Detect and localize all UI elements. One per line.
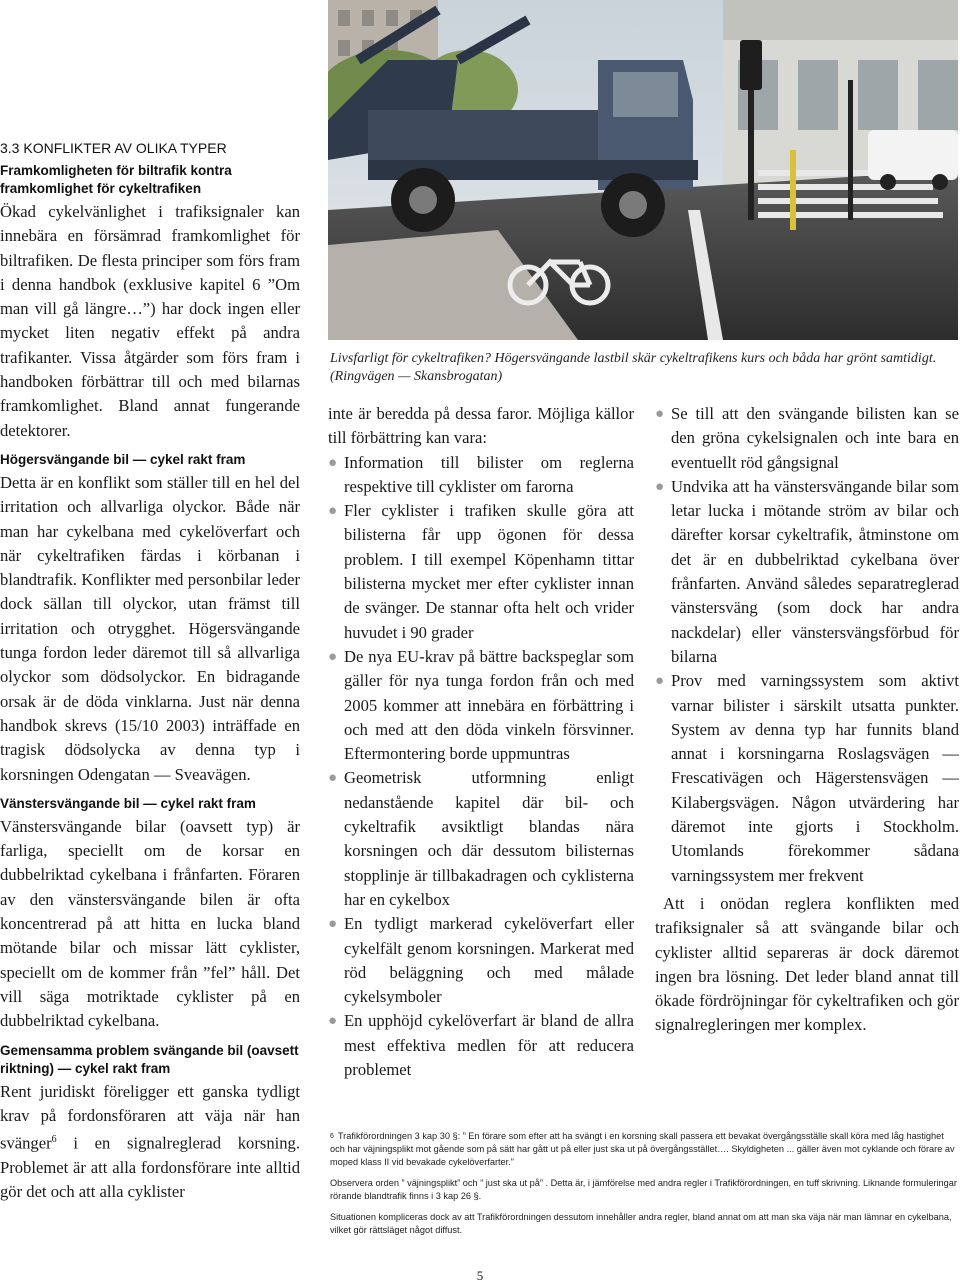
subheading-hogersvang: Högersvängande bil — cykel rakt fram	[0, 451, 246, 467]
improvement-list-continued	[655, 402, 959, 888]
list-item	[655, 475, 959, 669]
bullet-icon: ●	[655, 673, 665, 690]
photo-caption: Livsfarligt för cykeltrafiken? Högersvängande lastbil skär cykeltrafikens kurs och båda har grönt samtidigt. (Ringvägen — Skansbrogatan)	[330, 351, 937, 384]
paragraph-gemensamma	[0, 1080, 300, 1205]
left-column	[0, 138, 300, 1205]
list-item-text: En upphöjd cykelöverfart är bland de allra mest effektiva medlen för att reducera problemet	[344, 1011, 634, 1080]
footnotes	[330, 1130, 958, 1245]
list-item-text: Prov med varningssystem som aktivt varnar bilister i särskilt utsatta punkter. System av denna typ har funnits bland annat i korsningarna Roslagsvägen — Frescativägen och Hägerstensvägen — Kilabergsvägen. Någon utvärdering har däremot inte gjorts i Stockholm. Utomlands förekommer sådana varningssystem mer frekvent	[671, 671, 959, 885]
list-item	[328, 1009, 634, 1082]
bullet-icon: ●	[328, 648, 338, 665]
page-number: 5	[476, 1268, 484, 1283]
bullet-icon: ●	[655, 406, 665, 422]
paragraph-framkomlighet: Ökad cykelvänlighet i trafiksignaler kan innebära en försämrad framkomlighet för biltrafiken. De flesta principer som förs fram i denna handbok (exklusive kapitel 6 ”Om man vill gå längre…”) har dock ingen eller mycket liten negativ effekt på andra trafikanter. Vissa åtgärder som förs fram i handboken förbättrar till och med bilarnas framkomlighet. Bland annat fungerande detektorer.	[0, 202, 300, 440]
list-item	[328, 499, 634, 645]
footnote-note-observe: Observera orden ” väjningsplikt” och ” just ska ut på” . Detta är, i jämförelse med andra regler i Trafikförordningen, en tuff skrivning. Liknande formuleringar rörande blandtrafik finns i 3 kap 26 §.	[330, 1178, 957, 1201]
paragraph-gemensamma-part-2: i en signalreglerad korsning. Problemet är att alla fordonsförare inte alltid gör det och att alla cyklister	[0, 1133, 300, 1202]
footnote-ref[interactable]: 6	[51, 1134, 57, 1146]
list-item	[655, 669, 959, 888]
list-item	[328, 912, 634, 1009]
section-title: 3.3 KONFLIKTER AV OLIKA TYPER	[0, 140, 227, 156]
bullet-icon: ●	[328, 916, 338, 933]
footnote-6-text: Trafikförordningen 3 kap 30 §: ” En förare som efter att ha svängt i en korsning skall passera ett bevakat övergångsställe skall köra med låg hastighet och har väjningsplikt mot gående som på sätt har gått ut på eller just ska ut på övergångsstället…. Skyldigheten ... gäller även mot cyklande och förare av moped klass II vid bevakade cykelöverfarter.”	[330, 1131, 955, 1167]
paragraph-closing: Att i onödan reglera konflikten med trafiksignaler så att svängande bilar och cyklister alltid separeras är dock däremot ingen bra lösning. Det leder bland annat till ökade fördröjningar för cykeltrafiken och gör signalregleringen mer komplex.	[655, 893, 959, 1035]
subheading-vanstersvang: Vänstersvängande bil — cykel rakt fram	[0, 795, 256, 811]
list-item-text: Se till att den svängande bilisten kan se den gröna cykelsignalen och inte bara en eventuellt röd gångsignal	[671, 404, 959, 472]
bullet-icon: ●	[328, 503, 338, 520]
subheading-framkomlighet: Framkomligheten för biltrafik kontra framkomlighet för cykeltrafiken	[0, 163, 232, 196]
bullet-icon: ●	[328, 454, 338, 471]
paragraph-intro: inte är beredda på dessa faror. Möjliga källor till förbättring kan vara:	[328, 404, 634, 448]
middle-column	[328, 402, 634, 1082]
paragraph-gemensamma-part-1: Rent juridiskt föreligger ett ganska tydligt krav på fordonsföraren att väja när han svänger	[0, 1081, 300, 1153]
photo-truck-bike-lane	[328, 0, 958, 340]
paragraph-hogersvang: Detta är en konflikt som ställer till en hel del irritation och allvarliga olyckor. Både när man har cykelbana med cykelöverfart och när cykeltrafiken färdas i körbanan i blandtrafik. Konflikter med personbilar leder dock sällan till olyckor, utan främst till irritation och otrygghet. Högersvängande tunga fordon leder däremot till så allvarliga olyckor som dödsolyckor. En bidragande orsak är de döda vinklarna. Just när denna handbok skrevs (15/10 2003) inträffade en tragisk dödsolycka av denna typ i korsningen Odengatan — Sveavägen.	[0, 472, 300, 784]
right-column	[655, 402, 959, 1038]
subheading-gemensamma: Gemensamma problem svängande bil (oavsett riktning) — cykel rakt fram	[0, 1042, 299, 1076]
photo-illustration	[328, 0, 958, 340]
footnote-number: 6	[330, 1133, 334, 1140]
improvement-list	[328, 451, 634, 1083]
list-item-text: Geometrisk utformning enligt nedanstående kapitel där bil- och cykeltrafik avsiktligt blandas nära korsningen och där dessutom bilisternas stopplinje är tillbakadragen och cyklisterna har en cykelbox	[344, 768, 634, 909]
list-item	[328, 766, 634, 912]
list-item	[328, 451, 634, 500]
list-item-text: Fler cyklister i trafiken skulle göra att bilisterna får upp ögonen för dessa problem. I till exempel Köpenhamn tittar bilisterna mycket mer efter cyklister innan de svänger. De stannar ofta helt och vrider huvudet i 90 grader	[344, 501, 634, 642]
bullet-icon: ●	[328, 1013, 338, 1030]
list-item-text: En tydligt markerad cykelöverfart eller cykelfält genom korsningen. Markerat med röd beläggning och med målade cykelsymboler	[344, 914, 634, 1007]
bullet-icon: ●	[328, 770, 338, 787]
paragraph-vanstersvang: Vänstersvängande bilar (oavsett typ) är farliga, speciellt om de korsar en dubbelriktad cykelbana i frånfarten. Föraren av den vänstersvängande bilen är ofta koncentrerad på att hitta en lucka bland mötande bilar och missar lätt cyklister, speciellt om de kommer från ”fel” håll. Det vill säga motriktade cyklister på en dubbelriktad cykelbana.	[0, 816, 300, 1031]
bullet-icon: ●	[655, 478, 665, 495]
list-item	[328, 645, 634, 766]
list-item-text: Information till bilister om reglerna respektive till cyklister om farorna	[344, 452, 634, 496]
list-item	[655, 402, 959, 475]
list-item-text: Undvika att ha vänstersvängande bilar som letar lucka i mötande ström av bilar och därefter korsar cykeltrafik, åtminstone om det är en dubbelriktad cykelbana över frånfarten. Använd således separatreglerad vänstersväng (som dock har andra nackdelar) eller vänstersvängsförbud för bilarna	[671, 476, 959, 666]
footnote-6	[330, 1130, 958, 1169]
list-item-text: De nya EU-krav på bättre backspeglar som gäller för nya tunga fordon från och med 2005 kommer att innebära en förbättring i och med att den döda vinkeln försvinner. Eftermontering borde uppmuntras	[344, 646, 634, 764]
footnote-note-situation: Situationen kompliceras dock av att Trafikförordningen dessutom innehåller andra regler, bland annat om att man ska väja när man lämnar en cykelbana, vilket gör rättsläget något diffust.	[330, 1212, 952, 1235]
